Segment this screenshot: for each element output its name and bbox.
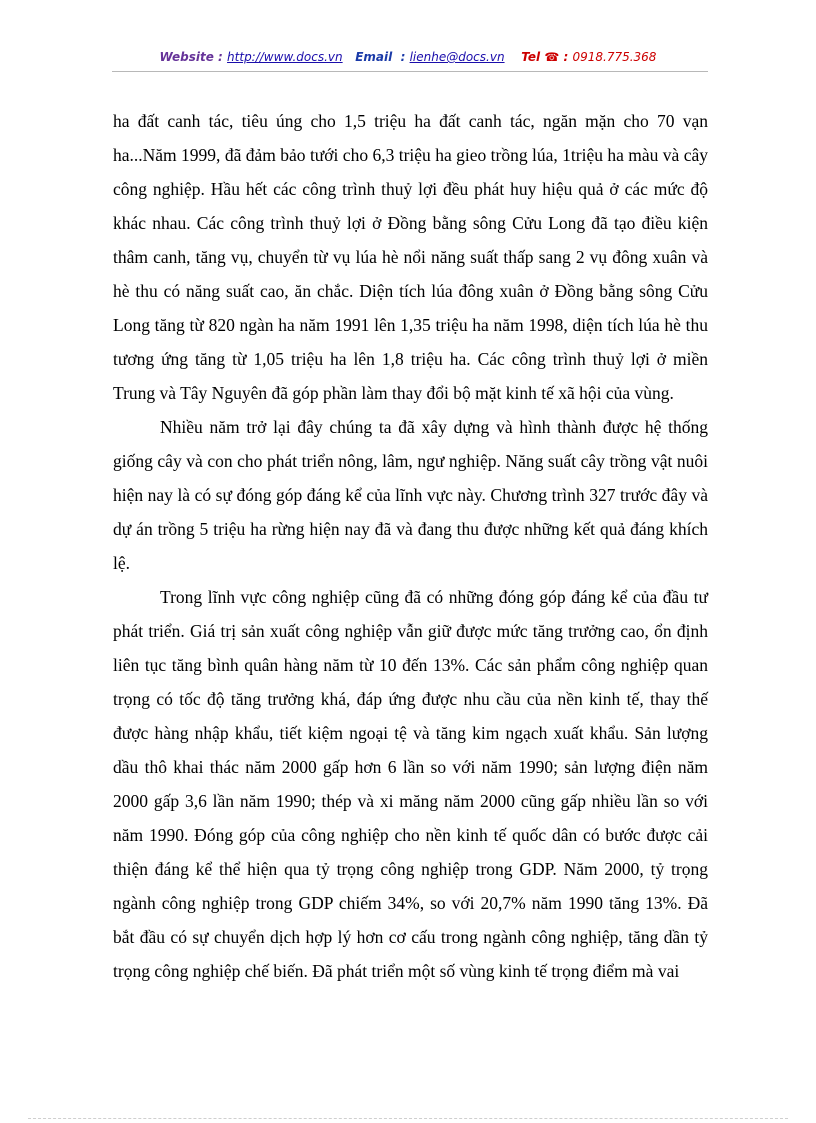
website-link[interactable]: http://www.docs.vn xyxy=(227,50,343,64)
page-header xyxy=(0,50,816,64)
header-divider xyxy=(112,71,708,72)
tel-value: 0918.775.368 xyxy=(572,50,657,64)
tel-label: Tel ☎ : xyxy=(521,50,569,64)
paragraph-2: Nhiều năm trở lại đây chúng ta đã xây dựng và hình thành được hệ thống giống cây và con cho phát triển nông, lâm, ngư nghiệp. Năng suất cây trồng vật nuôi hiện nay là có sự đóng góp đáng kể của lĩnh vực này. Chương trình 327 trước đây và dự án trồng 5 triệu ha rừng hiện nay đã và đang thu được những kết quả đáng khích lệ. xyxy=(113,417,708,573)
footer-divider xyxy=(28,1118,788,1119)
paragraph-1: ha đất canh tác, tiêu úng cho 1,5 triệu ha đất canh tác, ngăn mặn cho 70 vạn ha...Năm 1999, đã đảm bảo tưới cho 6,3 triệu ha gieo trồng lúa, 1triệu ha màu và cây công nghiệp. Hầu hết các công trình thuỷ lợi đều phát huy hiệu quả ở các mức độ khác nhau. Các công trình thuỷ lợi ở Đồng bằng sông Cửu Long đã tạo điều kiện thâm canh, tăng vụ, chuyển từ vụ lúa hè nổi năng suất thấp sang 2 vụ đông xuân và hè thu có năng suất cao, ăn chắc. Diện tích lúa đông xuân ở Đồng bằng sông Cửu Long tăng từ 820 ngàn ha năm 1991 lên 1,35 triệu ha năm 1998, diện tích lúa hè thu tương ứng tăng từ 1,05 triệu ha lên 1,8 triệu ha. Các công trình thuỷ lợi ở miền Trung và Tây Nguyên đã góp phần làm thay đổi bộ mặt kinh tế xã hội của vùng. xyxy=(113,111,708,403)
website-label: Website : xyxy=(159,50,223,64)
email-label: Email xyxy=(355,50,393,64)
paragraph-3: Trong lĩnh vực công nghiệp cũng đã có những đóng góp đáng kể của đầu tư phát triển. Giá trị sản xuất công nghiệp vẫn giữ được mức tăng trưởng cao, ổn định liên tục tăng bình quân hàng năm từ 10 đến 13%. Các sản phẩm công nghiệp quan trọng có tốc độ tăng trưởng khá, đáp ứng được nhu cầu của nền kinh tế, thay thế được hàng nhập khẩu, tiết kiệm ngoại tệ và tăng kim ngạch xuất khẩu. Sản lượng dầu thô khai thác năm 2000 gấp hơn 6 lần so với năm 1990; sản lượng điện năm 2000 gấp 3,6 lần năm 1990; thép và xi măng năm 2000 cũng gấp nhiều lần so với năm 1990. Đóng góp của công nghiệp cho nền kinh tế quốc dân có bước được cải thiện đáng kể thể hiện qua tỷ trọng công nghiệp trong GDP. Năm 2000, tỷ trọng ngành công nghiệp trong GDP chiếm 34%, so với 20,7% năm 1990 tăng 13%. Đã bắt đầu có sự chuyển dịch hợp lý hơn cơ cấu trong ngành công nghiệp, tăng dần tỷ trọng công nghiệp chế biến. Đã phát triển một số vùng kinh tế trọng điểm mà vai xyxy=(113,587,708,981)
email-link[interactable]: lienhe@docs.vn xyxy=(409,50,505,64)
email-separator: : xyxy=(400,50,406,64)
document-body xyxy=(113,104,708,988)
